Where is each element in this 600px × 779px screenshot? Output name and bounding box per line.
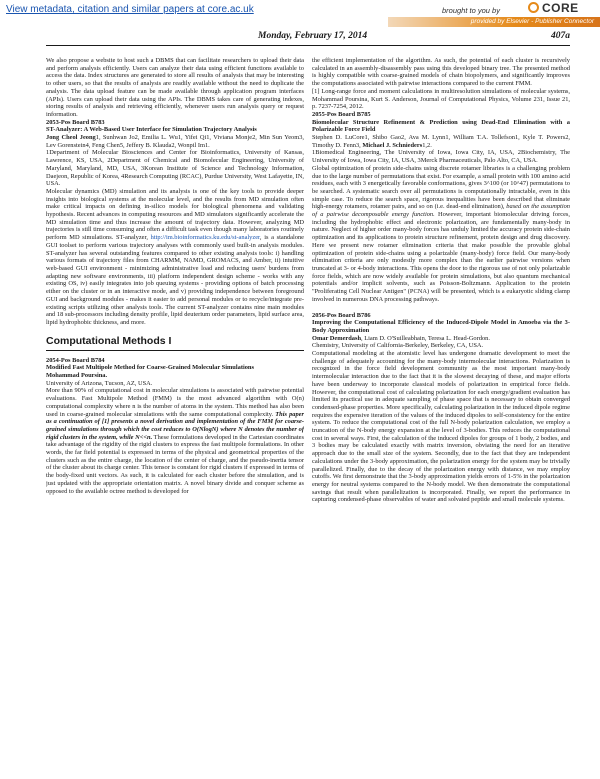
- abstract-id: 2055-Pos Board B785: [312, 110, 371, 118]
- abstract-affiliations: Chemistry, University of California-Berkeley, Berkeley, CA, USA.: [312, 342, 484, 350]
- abstract-id: 2053-Pos Board B783: [46, 118, 105, 126]
- abstract-body-part-1: Global optimization of protein side-chains using discrete rotamer libraries is a challenging problem due to the large number of permutations that exist. For example, a small protein with 100 amino acid residues, each with 3 energetically favorable conformations, gives 3^100 (or 10^47) permutations to be searched. A systematic search over all permutations is computationally intractable, even in this simple case. To reduce the search space, rigorous inequalities have been described that eliminate high-energy rotamers, rotamer pairs, and so on (i.e. dead-end elimination),: [312, 164, 570, 211]
- abstract-body-part-2: , is a standalone GUI toolset to perform various trajectory analyses with commonly used built-in analysis modules. ST-analyzer has several outstanding features compared to other existing analysis tools: i) handling various formats of trajectory files from CHARMM, NAMD, GROMACS, and Amber, ii) intuitive web-based GUI environment - minimizing administrative load and reducing users' burdens from adapting new software environments, iii) platform independent design scheme - works with any existing OS, iv) easily integrates into job queuing systems - providing options of batch processing either on the cluster or in an interactive mode, and v) providing independence between foreground GUI and background modules - makes it easier to add personal modules or to recycle/integrate pre-existing scripts utilizing other analysis tools. The current ST-analyzer contains nine main modules and 18 sub-processors including density profile, lipid deuterium order parameters, lipid surface area, lipid hydrophobic thickness, and more.: [46, 234, 304, 326]
- abstract-body: [312, 165, 570, 304]
- journal-header: [46, 31, 570, 46]
- st-analyzer-url[interactable]: http://im.bioinformatics.ku.edu/st-analyzer: [150, 234, 260, 242]
- abstract-body-part-2: These formulations developed in the Cartesian coordinates take advantage of the rigidity of the rigid clusters to express the fast multipole formulations. In other words, the far field potential is expressed in terms of the physical and geometrical properties of the clusters such as the entire charge, the location of the center of charge, and the pseudo-inertia tensor of the cluster about its charge center. This tensor is constant for rigid clusters if expressed in terms of the body-fixed unit vectors. As such, it is calculated for each cluster before the simulation, and is just updated with the appropriate orientation matrix. A novel binary divide and conquer scheme as opposed to the available octree method is developed for: [46, 433, 304, 495]
- author-affil-marks: 1,2.: [422, 141, 432, 149]
- abstract-body: [46, 188, 304, 327]
- abstract-affiliations: 1Biomedical Engineering, The University of Iowa, Iowa City, IA, USA, 2Biochemistry, The University of Iowa, Iowa City, IA, USA, 3Merck Pharmaceuticals, Palo Alto, CA, USA.: [312, 149, 570, 165]
- presenting-author: Jong Cheol Jeong: [46, 134, 96, 142]
- abstract-affiliations: University of Arizona, Tucson, AZ, USA.: [46, 379, 153, 387]
- abstract-2055: [312, 111, 570, 304]
- abstract-authors: [46, 372, 304, 380]
- right-column: [312, 57, 570, 772]
- abstract-body-emphasis: based on the assumption of a pairwise decomposable energy function.: [312, 203, 570, 219]
- continued-abstract-text: We also propose a website to host such a DBMS that can facilitate researchers to upload their data and perform analysis efficiently. Users can analyze their data using efficient functions available to access the data. Index structures are generated to store all results of analysis that may be interesting to other users, so that the results of analysis are readily available without the need to duplicate the analysis. The data upload feature can be made available through application program interfaces (APIs). Users can upload their data using the APIs. The DBMS takes care of generating indexes, storing results of analysis and retrieving efficiently, whenever users run analysis query or request information.: [46, 57, 304, 118]
- core-logo-text: CORE: [542, 1, 579, 15]
- abstract-2056: [312, 312, 570, 505]
- abstract-authors: [312, 335, 570, 343]
- abstract-authors: [312, 134, 570, 149]
- abstract-title: Modified Fast Multipole Method for Coarse-Grained Molecular Simulations: [46, 364, 254, 372]
- header-date: Monday, February 17, 2014: [258, 31, 368, 41]
- header-page-number: 407a: [551, 31, 570, 41]
- abstract-body: [46, 387, 304, 495]
- continued-abstract-text: the efficient implementation of the algorithm. As such, the potential of each cluster is recursively calculated in an assembly-disassembly pass using this developed binary tree. The presented method is highly compatible with coarse-grained models of chain biopolymers, and significantly improves the computations associated with pairwise interactions compared to the current FMM.: [312, 57, 570, 88]
- abstract-body-part-1: More than 90% of computational cost in molecular simulations is associated with pairwise potential evaluations. Fast Multipole Method (FMM) is the most advanced algorithm with O(n) computational complexity where n is the number of atoms in the system. This method has also been used in coarse-grained molecular simulations with the same computational complexity.: [46, 387, 304, 418]
- reference: [1] Long-range force and moment calculations in multiresolution simulations of molecular systems, Mohammad Poursina, Kurt S. Anderson, Journal of Computational Physics, Volume 231, Issue 21, p. 7237-7254, 2012.: [312, 87, 570, 111]
- abstract-authors: [46, 134, 304, 149]
- abstract-title: Biomolecular Structure Refinement & Prediction using Dead-End Elimination with a Polarizable Force Field: [312, 118, 570, 134]
- presenting-author: Mohammad Poursina.: [46, 372, 108, 380]
- section-heading: Computational Methods I: [46, 335, 304, 351]
- co-authors: Stephen D. LuCore1, Shibo Gao2, Ava M. Lynn1, William T.A. Tollefson1, Kyle T. Powers2, Timothy D. Fenn3,: [312, 134, 570, 149]
- left-column: [46, 57, 304, 772]
- core-banner: [0, 0, 600, 30]
- abstract-id: 2056-Pos Board B786: [312, 311, 371, 319]
- provider-strip: [388, 17, 600, 27]
- core-ring-icon: [528, 2, 539, 13]
- abstract-2054: [46, 357, 304, 496]
- core-metadata-link[interactable]: View metadata, citation and similar papers at core.ac.uk: [6, 4, 254, 15]
- brought-to-you-label: brought to you by: [442, 6, 500, 15]
- abstract-id: 2054-Pos Board B784: [46, 356, 105, 364]
- provider-text: provided by Elsevier - Publisher Connector: [470, 18, 594, 25]
- co-authors: , Liam D. O'Suilleabhain, Teresa L. Head-Gordon.: [361, 334, 490, 342]
- abstract-2053: [46, 119, 304, 327]
- co-authors: 1, Sunhwan Jo2, Emilia L. Wu1, Yifei Qi1, Viviana Monje2, Min Sun Yeom3, Lev Gorenstein4, Feng Chen5, Jeffery B. Klauda2, Wonpil Im1.: [46, 134, 304, 149]
- core-logo[interactable]: [528, 1, 588, 15]
- abstract-body-emphasis: This paper as a continuation of [1] presents a novel derivation and implementation of the FMM for coarse-grained simulations through which the cost reduces to O(NlogN) where N denotes the number of rigid clusters in the system, while N<<n.: [46, 410, 304, 441]
- abstract-body-part-1: Molecular dynamics (MD) simulation and its analysis is one of the key tools to provide deeper insights into biological systems at the molecular level, and the results from MD simulation often make critical impacts on defining in-silico models for biological phenomena and validating hypothesis. Recent advances in computing resources and MD simulators significantly accelerate the MD simulation time and thus increase the amount of trajectory data. However, analyzing MD trajectories is still time consuming and often a difficult task even though many laboratories routinely perform MD simulations. ST-analyzer,: [46, 187, 304, 242]
- abstract-title: Improving the Computational Efficiency of the Induced-Dipole Model in Amoeba via the 3-Body Approximation: [312, 319, 570, 334]
- abstract-body-part-2: However, important biomolecular driving forces, including the hydrophobic effect and electronic polarization, are fundamentally many-body in nature. Neglect of higher order many-body forces has unduly limited the accuracy protein side-chain optimization and its applications to protein structure refinement, protein design and drug discovery. Here we present new rotamer elimination criteria that make possible the provable global optimization of protein side-chains using a polarizable (many-body) force field. Our many-body elimination criteria are only modestly more complex than the earlier pairwise versions when truncated at 3- or 4-body interactions. This opens the door to the rigorous use of not only polarizable force fields, which are now widely available for protein simulations, but also quantum mechanical potentials and/or implicit solvents, such as Poisson-Boltzmann. Application to the protein "Proliferating Cell Nuclear Antigen" (PCNA) will be presented, which is a eukaryotic sliding clamp involved in numerous DNA processing pathways.: [312, 211, 570, 303]
- presenting-author: Omar Demerdash: [312, 334, 362, 342]
- abstract-affiliations: 1Department of Molecular Biosciences and Center for Bioinformatics, University of Kansas, Lawrence, KS, USA, 2Department of Chemical and Biomolecular Engineering, University of Maryland, Maryland, MD, USA, 3Korean Institute of Science and Technology Information, Daejeon, Republic of Korea, 4Research Computing (RCAC), Purdue University, West Lafayette, IN, USA.: [46, 149, 304, 188]
- abstract-body: Computational modeling at the atomistic level has undergone dramatic development to meet the challenge of adequately accounting for the many-body intermolecular interactions. Polarization is recognized in the force field development community as the most important many-body intermolecular interaction due to the fact that it is the slowest decaying of these, and major efforts have been underway to incorporate classical models of polarization in empirical force fields. However, the computational cost of calculating polarization for each energy/gradient evaluation has limited its practical use in adequate sampling of phase space that is necessary to obtain converged condensed-phase properties. More specifically, calculating polarization in the induced dipole regime requires the expensive iteration of the values of the induced dipoles to self-consistency for the entire system. To reduce the computational cost of the full N-body polarization calculation, we employ a truncation of the N-body energy expansion at the level of 3-bodies. This reduces the computational cost in several ways. First, the calculation of the induced dipoles for groups of 1 body, 2 bodies, and 3 bodies may be calculated exactly with matrix inversion, obviating the need for an iterative approach due to the small size of the system. Secondly, due to the fact that they are independent calculations under the 3-body approximation, the polarization energy for the system may be trivially parallelized. Finally, due to the decay of the polarization energy with distance, we may employ cutoffs. We first demonstrate that the 3-body approximation yields errors of 1-5% in the polarization energy for neutral systems compared to the N-body model. We then demonstrate the computational savings that result when parallelization is incorporated. Finally, we report the performance in capturing condensed-phase observables of water and solvated peptide and small molecule systems.: [312, 350, 570, 504]
- abstract-title: ST-Analyzer: A Web-Based User Interface for Simulation Trajectory Analysis: [46, 126, 257, 134]
- presenting-author: Michael J. Schnieders: [362, 141, 423, 149]
